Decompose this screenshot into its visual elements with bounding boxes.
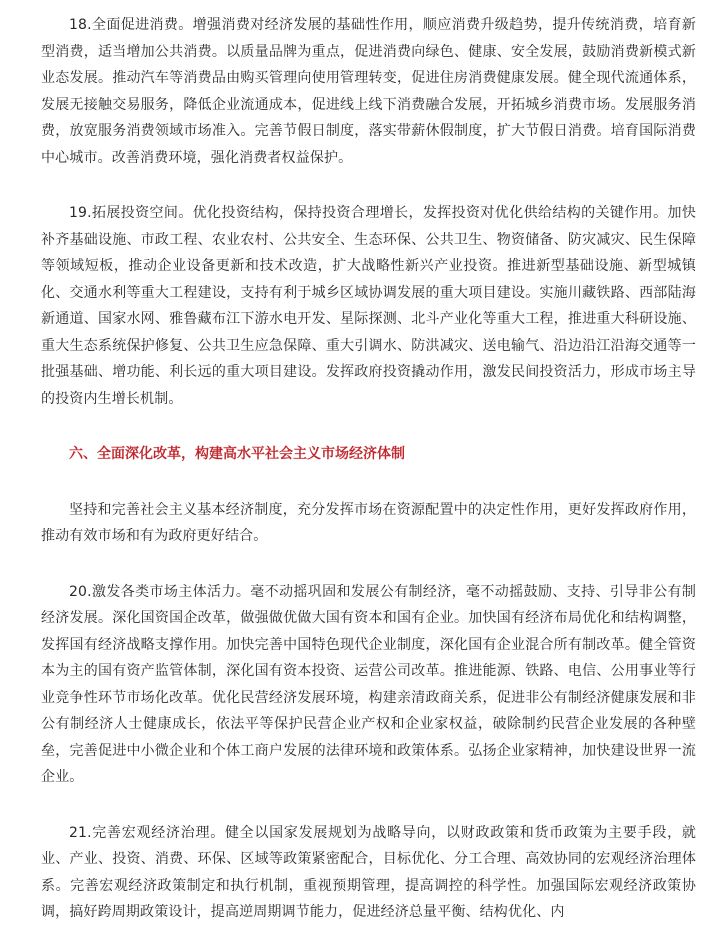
paragraph-gap [41,550,696,579]
section-6-intro: 坚持和完善社会主义基本经济制度，充分发挥市场在资源配置中的决定性作用，更好发挥政府作用，推动有效市场和有为政府更好结合。 [41,501,696,544]
paragraph-gap [41,412,696,441]
paragraph-21: 21.完善宏观经济治理。健全以国家发展规划为战略导向，以财政政策和货币政策为主要手段，就业、产业、投资、消费、环保、区域等政策紧密配合，目标优化、分工合理、高效协同的宏观经济治理体系。完善宏观经济政策制定和执行机制，重视预期管理，提高调控的科学性。加强国际宏观经济政策协调，搞好跨周期政策设计，提高逆周期调节能力，促进经济总量平衡、结构优化、内 [41,824,696,920]
paragraph-gap [41,468,696,497]
paragraph-18: 18.全面促进消费。增强消费对经济发展的基础性作用，顺应消费升级趋势，提升传统消费，培育新型消费，适当增加公共消费。以质量品牌为重点，促进消费向绿色、健康、安全发展，鼓励消费新模式新业态发展。推动汽车等消费品由购买管理向使用管理转变，促进住房消费健康发展。健全现代流通体系，发展无接触交易服务，降低企业流通成本，促进线上线下消费融合发展，开拓城乡消费市场。发展服务消费，放宽服务消费领域市场准入。完善节假日制度，落实带薪休假制度，扩大节假日消费。培育国际消费中心城市。改善消费环境，强化消费者权益保护。 [41,17,696,166]
section-6-heading: 六、全面深化改革，构建高水平社会主义市场经济体制 [69,446,405,462]
paragraph-20: 20.激发各类市场主体活力。毫不动摇巩固和发展公有制经济，毫不动摇鼓励、支持、引导非公有制经济发展。深化国资国企改革，做强做优做大国有资本和国有企业。加快国有经济布局优化和结构调整，发挥国有经济战略支撑作用。加快完善中国特色现代企业制度，深化国有企业混合所有制改革。健全管资本为主的国有资产监管体制，深化国有资本投资、运营公司改革。推进能源、铁路、电信、公用事业等行业竞争性环节市场化改革。优化民营经济发展环境，构建亲清政商关系，促进非公有制经济健康发展和非公有制经济人士健康成长，依法平等保护民营企业产权和企业家权益，破除制约民营企业发展的各种壁垒，完善促进中小微企业和个体工商户发展的法律环境和政策体系。弘扬企业家精神，加快建设世界一流企业。 [41,583,696,785]
paragraph-gap [41,791,696,820]
paragraph-gap [41,171,696,200]
paragraph-19: 19.拓展投资空间。优化投资结构，保持投资合理增长，发挥投资对优化供给结构的关键作用。加快补齐基础设施、市政工程、农业农村、公共安全、生态环保、公共卫生、物资储备、防灾减灾、民生保障等领域短板，推动企业设备更新和技术改造，扩大战略性新兴产业投资。推进新型基础设施、新型城镇化、交通水利等重大工程建设，支持有利于城乡区域协调发展的重大项目建设。实施川藏铁路、西部陆海新通道、国家水网、雅鲁藏布江下游水电开发、星际探测、北斗产业化等重大工程，推进重大科研设施、重大生态系统保护修复、公共卫生应急保障、重大引调水、防洪减灾、送电输气、沿边沿江沿海交通等一批强基础、增功能、利长远的重大项目建设。发挥政府投资撬动作用，激发民间投资活力，形成市场主导的投资内生增长机制。 [41,205,696,407]
